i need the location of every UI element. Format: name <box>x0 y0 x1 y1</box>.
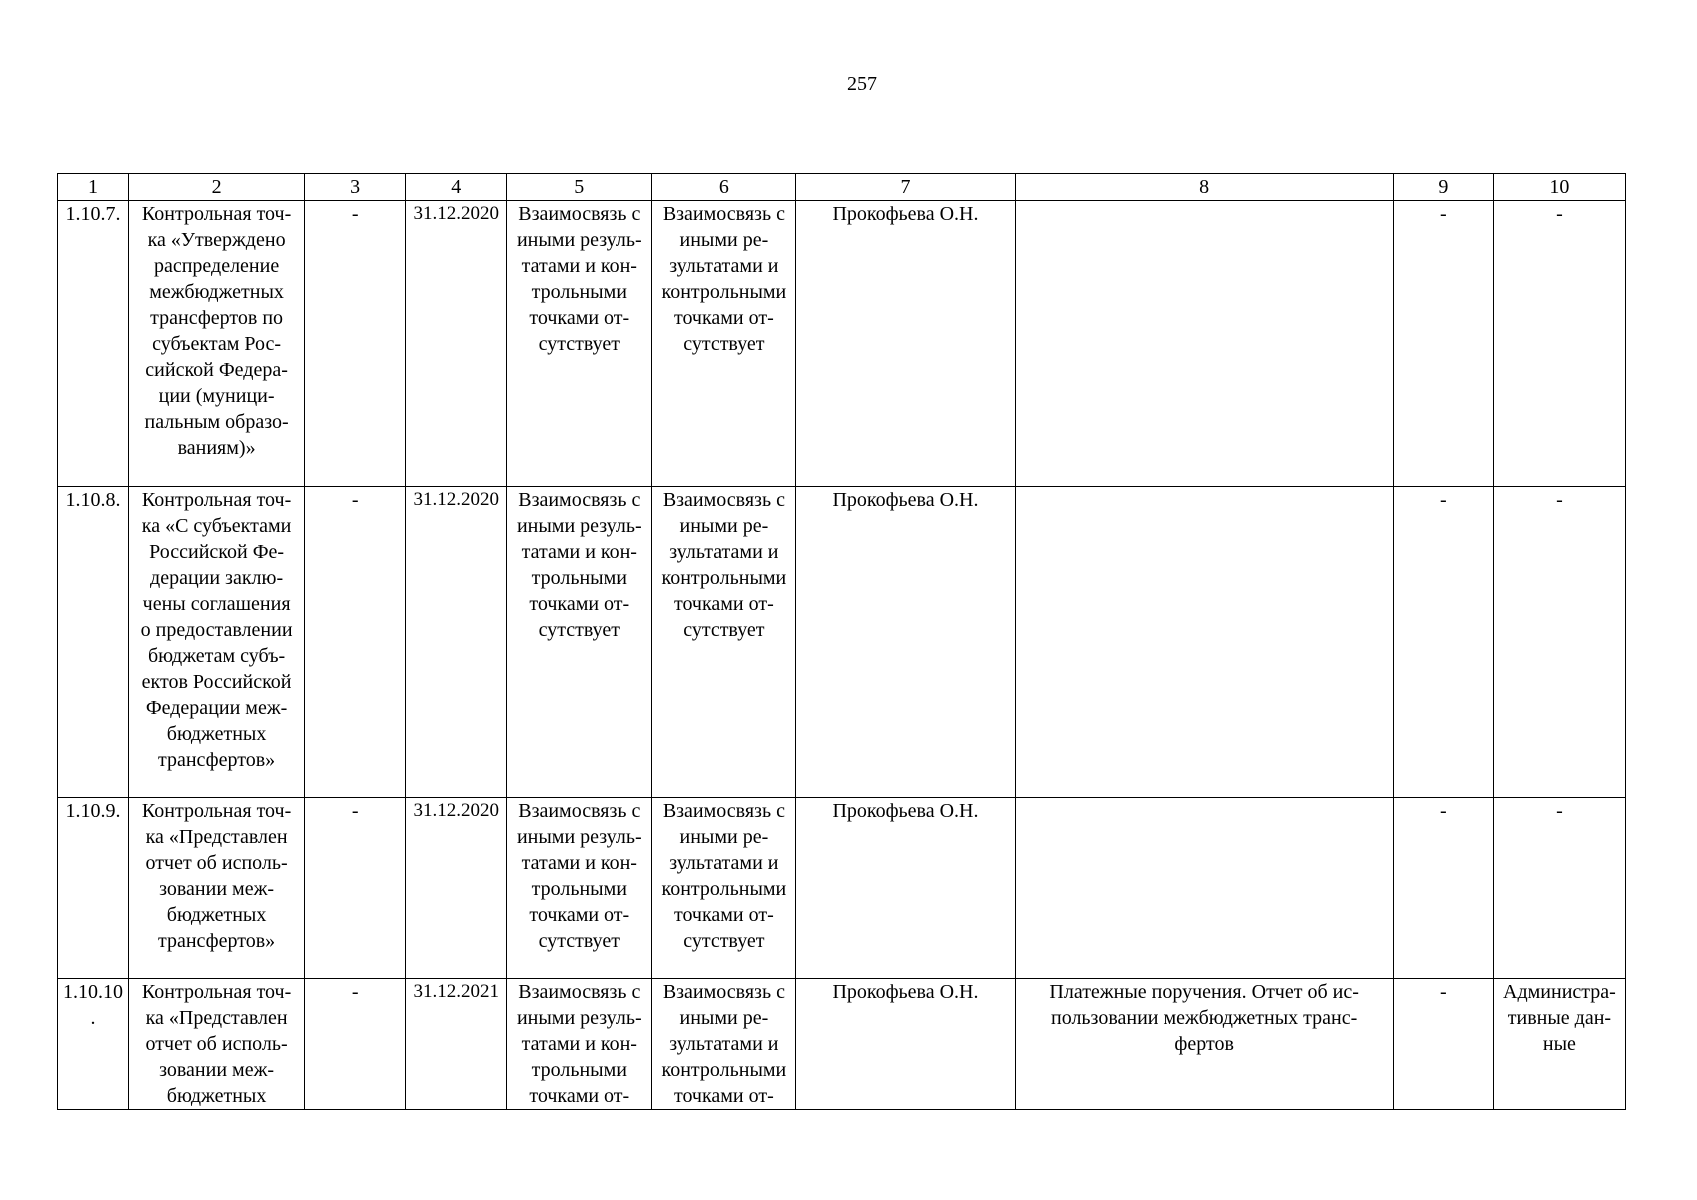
responsible-person-cell: Прокофьева О.Н. <box>796 487 1015 798</box>
header-cell: 6 <box>652 174 796 201</box>
control-point-name-cell: Контрольная точ- ка «Представлен отчет об исполь- зовании меж- бюджетных <box>129 979 305 1110</box>
relation-results-cell: Взаимосвязь с иными резуль- татами и кон- трольными точками от- сутствует <box>507 798 652 979</box>
deadline-date-cell: 31.12.2021 <box>406 979 507 1110</box>
document-type-cell: Платежные поручения. Отчет об ис- пользовании межбюджетных транс- фертов <box>1015 979 1393 1110</box>
control-point-name-cell: Контрольная точ- ка «Утверждено распределение межбюджетных трансфертов по субъектам Рос- сийской Федера- ции (муници- пальным образо- ваниям)» <box>129 201 305 487</box>
data-source-cell: - <box>1493 487 1625 798</box>
col9-cell: - <box>1393 798 1493 979</box>
header-cell: 9 <box>1393 174 1493 201</box>
deadline-date-cell: 31.12.2020 <box>406 798 507 979</box>
relation-results-cell-2: Взаимосвязь с иными ре- зультатами и контрольными точками от- сутствует <box>652 487 796 798</box>
relation-results-cell-2: Взаимосвязь с иными ре- зультатами и контрольными точками от- сутствует <box>652 798 796 979</box>
column-number-row <box>58 174 1626 201</box>
col3-cell: - <box>305 798 406 979</box>
item-number-cell: 1.10.8. <box>58 487 129 798</box>
col9-cell: - <box>1393 487 1493 798</box>
header-cell: 8 <box>1015 174 1393 201</box>
data-source-cell: Администра- тивные дан- ные <box>1493 979 1625 1110</box>
relation-results-cell: Взаимосвязь с иными резуль- татами и кон- трольными точками от- сутствует <box>507 487 652 798</box>
header-cell: 4 <box>406 174 507 201</box>
responsible-person-cell: Прокофьева О.Н. <box>796 979 1015 1110</box>
responsible-person-cell: Прокофьева О.Н. <box>796 201 1015 487</box>
page-number: 257 <box>847 73 877 95</box>
table-row <box>58 798 1626 979</box>
data-source-cell: - <box>1493 798 1625 979</box>
col9-cell: - <box>1393 979 1493 1110</box>
table-row <box>58 979 1626 1110</box>
relation-results-cell-2: Взаимосвязь с иными ре- зультатами и контрольными точками от- <box>652 979 796 1110</box>
col3-cell: - <box>305 487 406 798</box>
header-cell: 5 <box>507 174 652 201</box>
control-point-name-cell: Контрольная точ- ка «С субъектами Российской Фе- дерации заклю- чены соглашения о предоставлении бюджетам субъ- ектов Российской Федерации меж- бюджетных трансфертов» <box>129 487 305 798</box>
deadline-date-cell: 31.12.2020 <box>406 201 507 487</box>
control-points-table <box>57 173 1626 1110</box>
document-type-cell <box>1015 201 1393 487</box>
col9-cell: - <box>1393 201 1493 487</box>
control-point-name-cell: Контрольная точ- ка «Представлен отчет об исполь- зовании меж- бюджетных трансфертов» <box>129 798 305 979</box>
responsible-person-cell: Прокофьева О.Н. <box>796 798 1015 979</box>
col3-cell: - <box>305 201 406 487</box>
item-number-cell: 1.10.9. <box>58 798 129 979</box>
header-cell: 7 <box>796 174 1015 201</box>
item-number-cell: 1.10.7. <box>58 201 129 487</box>
relation-results-cell: Взаимосвязь с иными резуль- татами и кон- трольными точками от- <box>507 979 652 1110</box>
relation-results-cell-2: Взаимосвязь с иными ре- зультатами и контрольными точками от- сутствует <box>652 201 796 487</box>
deadline-date-cell: 31.12.2020 <box>406 487 507 798</box>
table-row <box>58 487 1626 798</box>
header-cell: 10 <box>1493 174 1625 201</box>
item-number-cell: 1.10.10 . <box>58 979 129 1110</box>
document-type-cell <box>1015 487 1393 798</box>
header-cell: 2 <box>129 174 305 201</box>
document-type-cell <box>1015 798 1393 979</box>
relation-results-cell: Взаимосвязь с иными резуль- татами и кон- трольными точками от- сутствует <box>507 201 652 487</box>
header-cell: 3 <box>305 174 406 201</box>
data-source-cell: - <box>1493 201 1625 487</box>
header-cell: 1 <box>58 174 129 201</box>
table-row <box>58 201 1626 487</box>
col3-cell: - <box>305 979 406 1110</box>
